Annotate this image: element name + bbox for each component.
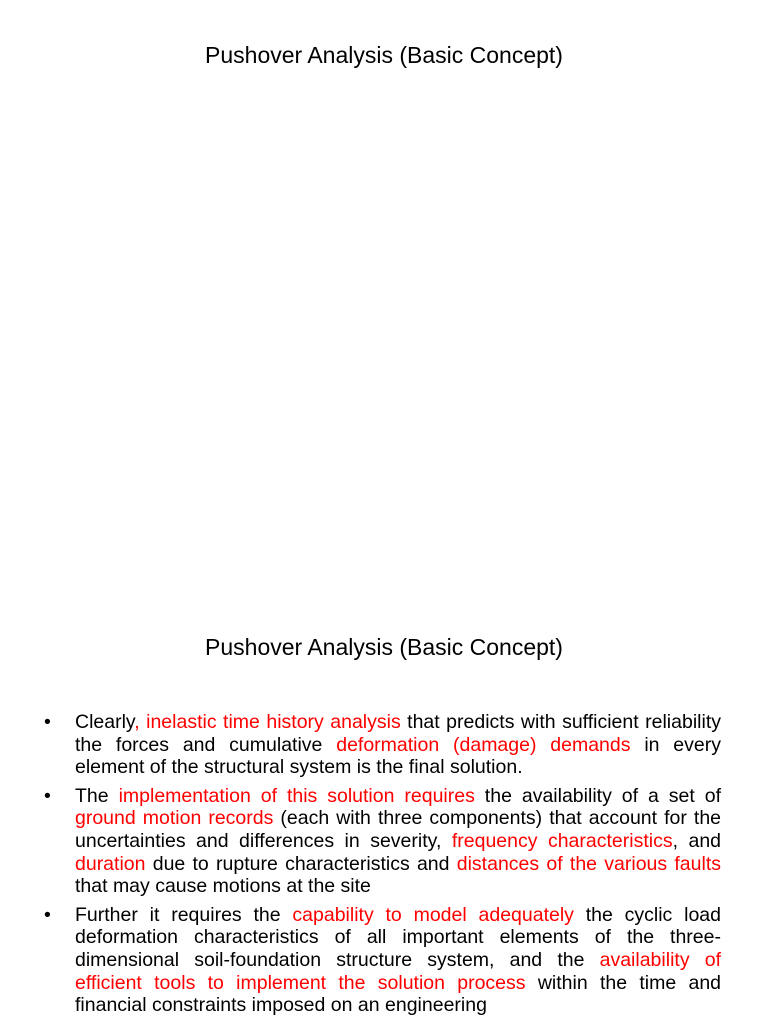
- bullet-item: [44, 904, 721, 1017]
- highlighted-text: capability to model adequately: [292, 903, 574, 926]
- highlighted-text: implementation of this solution requires: [118, 784, 475, 807]
- highlighted-text: distances of the various faults: [456, 852, 721, 875]
- slide-2: [0, 592, 768, 1024]
- bullet-dot-icon: •: [44, 903, 51, 926]
- body-text: The: [75, 784, 119, 807]
- bullet-dot-icon: •: [44, 711, 51, 733]
- body-text: due to rupture characteristics and: [145, 852, 457, 875]
- body-text: Further it requires the: [75, 903, 293, 926]
- bullet-item: [44, 785, 721, 898]
- body-text: in every element of the structural system is the final solution.: [75, 733, 721, 779]
- body-text: (each with three components) that account for the uncertainties and differences in severity,: [75, 807, 722, 852]
- body-text: the availability of a set of: [474, 784, 721, 807]
- highlighted-text: ground motion records: [75, 807, 274, 830]
- slide-1-title: Pushover Analysis (Basic Concept): [205, 42, 563, 68]
- highlighted-text: duration: [75, 852, 146, 875]
- highlighted-text: frequency characteristics: [451, 829, 673, 852]
- body-text: that predicts with sufficient reliability the forces and cumulative: [75, 711, 721, 756]
- body-text: Clearly: [75, 711, 135, 733]
- slide-2-title: Pushover Analysis (Basic Concept): [205, 634, 563, 660]
- bullet-dot-icon: •: [44, 784, 51, 807]
- body-text: the cyclic load deformation characteristics of all important elements of the three-dimensional soil-foundation structure system, and the: [75, 903, 721, 971]
- body-text: , and: [672, 829, 722, 852]
- body-text: within the time and financial constraints imposed on an engineering: [75, 971, 722, 1017]
- body-text: that may cause motions at the site: [75, 875, 371, 898]
- highlighted-text: deformation (damage) demands: [336, 733, 631, 756]
- highlighted-text: , inelastic time history analysis: [134, 711, 401, 733]
- bullet-list: [44, 711, 721, 1023]
- bullet-item: [44, 711, 721, 779]
- highlighted-text: availability of efficient tools to implement the solution process: [75, 948, 722, 994]
